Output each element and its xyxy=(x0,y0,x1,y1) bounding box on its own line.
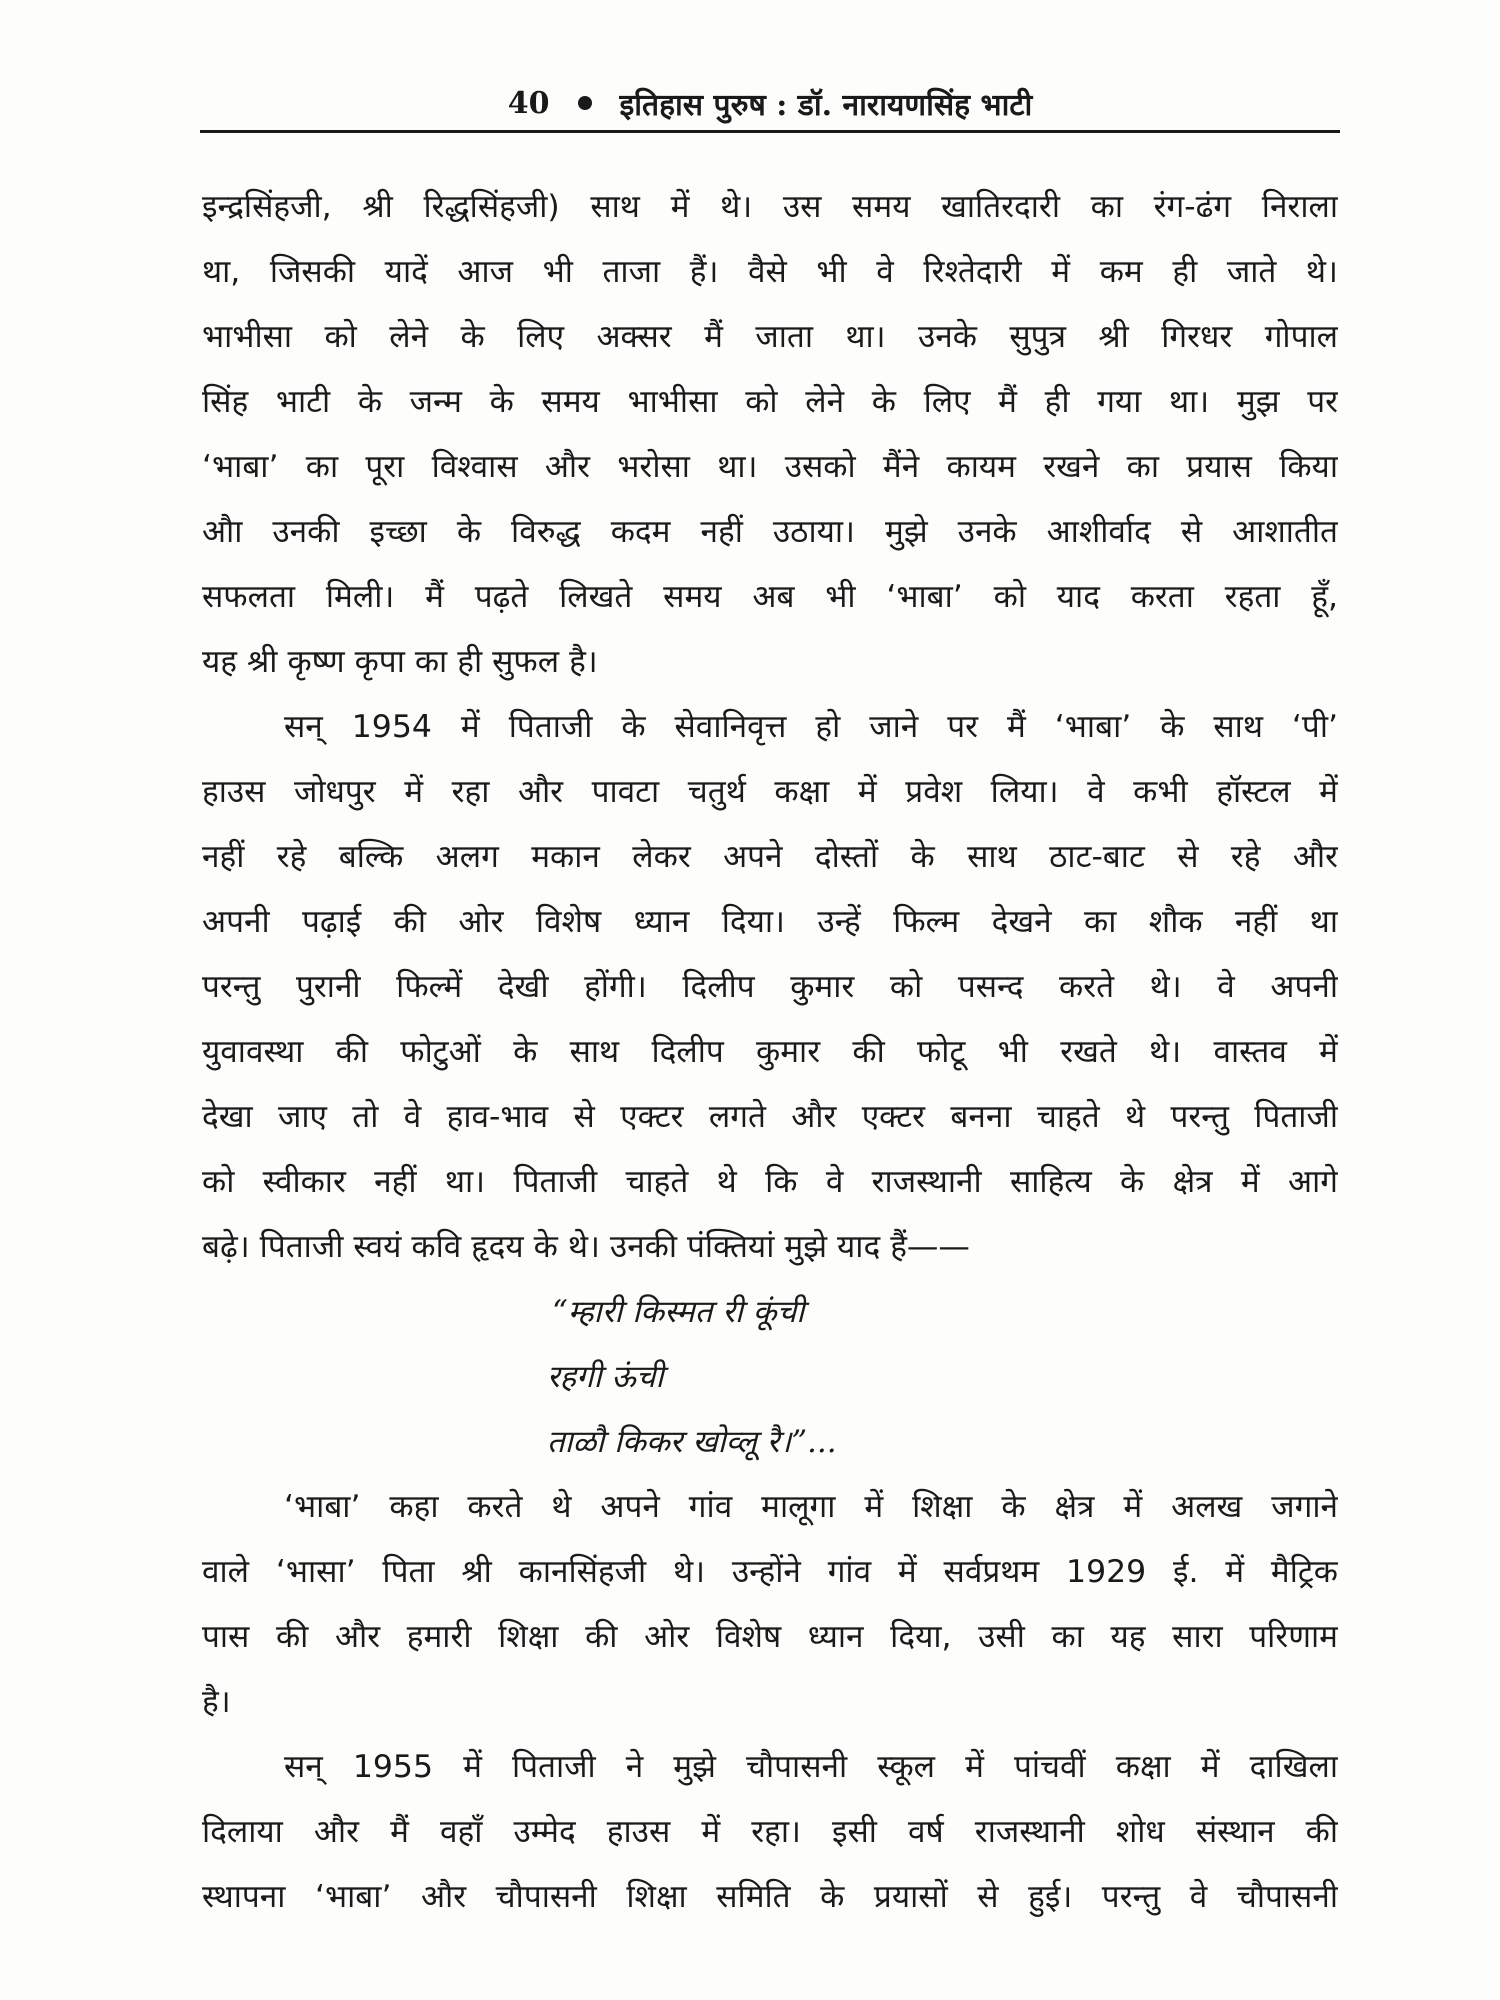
text-line: सन् 1955 में पिताजी ने मुझे चौपासनी स्कूल में पांचवीं कक्षा में दाखिला xyxy=(284,1749,1338,1785)
text-line: बढ़े। पिताजी स्वयं कवि हृदय के थे। उनकी पंक्तियां मुझे याद हैं—— xyxy=(202,1229,970,1265)
poem-line: रहगी ऊंची xyxy=(547,1359,664,1395)
header-rule xyxy=(200,130,1340,133)
text-line: भाभीसा को लेने के लिए अक्सर मैं जाता था। उनके सुपुत्र श्री गिरधर गोपाल xyxy=(202,319,1338,355)
text-line: सिंह भाटी के जन्म के समय भाभीसा को लेने के लिए मैं ही गया था। मुझ पर xyxy=(202,384,1338,420)
text-line: इन्द्रसिंहजी, श्री रिद्धसिंहजी) साथ में थे। उस समय खातिरदारी का रंग-ढंग निराला xyxy=(202,189,1338,225)
text-line: अपनी पढ़ाई की ओर विशेष ध्यान दिया। उन्हें फिल्म देखने का शौक नहीं था xyxy=(202,904,1338,940)
text-line: ‘भाबा’ कहा करते थे अपने गांव मालूगा में शिक्षा के क्षेत्र में अलख जगाने xyxy=(284,1489,1338,1525)
text-line: सफलता मिली। मैं पढ़ते लिखते समय अब भी ‘भाबा’ को याद करता रहता हूँ, xyxy=(202,579,1338,615)
text-line: परन्तु पुरानी फिल्में देखी होंगी। दिलीप कुमार को पसन्द करते थे। वे अपनी xyxy=(202,969,1338,1005)
text-line: औा उनकी इच्छा के विरुद्ध कदम नहीं उठाया। मुझे उनके आशीर्वाद से आशातीत xyxy=(202,514,1338,550)
poem-line: “म्हारी किस्मत री कूंची xyxy=(552,1294,805,1330)
running-header xyxy=(200,78,1340,128)
poem-line: ताळौ किकर खोव्लू रै।”... xyxy=(547,1424,837,1460)
page-body xyxy=(202,175,1338,1930)
text-line: यह श्री कृष्ण कृपा का ही सुफल है। xyxy=(202,644,598,680)
text-line: है। xyxy=(202,1684,231,1720)
text-line: पास की और हमारी शिक्षा की ओर विशेष ध्यान दिया, उसी का यह सारा परिणाम xyxy=(202,1619,1338,1655)
text-line: वाले ‘भासा’ पिता श्री कानसिंहजी थे। उन्होंने गांव में सर्वप्रथम 1929 ई. में मैट्रिक xyxy=(202,1554,1338,1590)
page-number: 40 xyxy=(507,85,550,121)
running-title: इतिहास पुरुष : डॉ. नारायणसिंह भाटी xyxy=(619,87,1033,123)
text-line: को स्वीकार नहीं था। पिताजी चाहते थे कि वे राजस्थानी साहित्य के क्षेत्र में आगे xyxy=(202,1164,1338,1200)
text-line: सन् 1954 में पिताजी के सेवानिवृत्त हो जाने पर मैं ‘भाबा’ के साथ ‘पी’ xyxy=(284,709,1338,745)
header-bullet-icon xyxy=(578,96,592,110)
text-line: दिलाया और मैं वहाँ उम्मेद हाउस में रहा। इसी वर्ष राजस्थानी शोध संस्थान की xyxy=(202,1814,1338,1850)
text-line: था, जिसकी यादें आज भी ताजा हैं। वैसे भी वे रिश्तेदारी में कम ही जाते थे। xyxy=(202,254,1338,290)
text-line: युवावस्था की फोटुओं के साथ दिलीप कुमार की फोटू भी रखते थे। वास्तव में xyxy=(202,1034,1338,1070)
text-line: ‘भाबा’ का पूरा विश्वास और भरोसा था। उसको मैंने कायम रखने का प्रयास किया xyxy=(202,449,1338,485)
text-line: स्थापना ‘भाबा’ और चौपासनी शिक्षा समिति के प्रयासों से हुई। परन्तु वे चौपासनी xyxy=(202,1879,1338,1915)
text-line: देखा जाए तो वे हाव-भाव से एक्टर लगते और एक्टर बनना चाहते थे परन्तु पिताजी xyxy=(202,1099,1338,1135)
text-line: हाउस जोधपुर में रहा और पावटा चतुर्थ कक्षा में प्रवेश लिया। वे कभी हॉस्टल में xyxy=(202,774,1338,810)
text-line: नहीं रहे बल्कि अलग मकान लेकर अपने दोस्तों के साथ ठाट-बाट से रहे और xyxy=(202,839,1338,875)
